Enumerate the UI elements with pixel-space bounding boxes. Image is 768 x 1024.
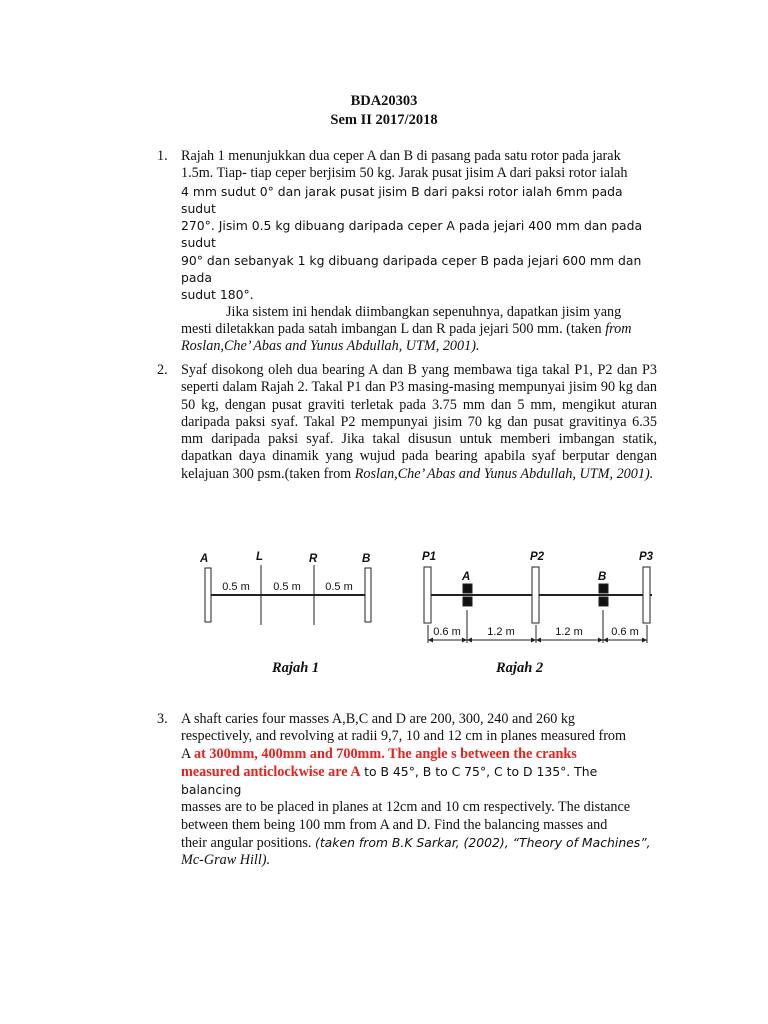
q3-reference: (taken from B.K Sarkar, (2002), “Theory of Machines”, bbox=[314, 835, 651, 851]
q3-line: between them being 100 mm from A and D. Find the balancing masses and bbox=[181, 816, 608, 833]
label-p1: P1 bbox=[422, 551, 437, 563]
q1-line: Jika sistem ini hendak diimbangkan sepenuhnya, dapatkan jisim yang bbox=[226, 303, 622, 320]
dim-label: 0.6 m bbox=[611, 626, 639, 638]
label-bearing-a: A bbox=[462, 571, 471, 583]
rajah-1-caption: Rajah 1 bbox=[272, 660, 320, 676]
q1-line: mesti diletakkan pada satah imbangan L dan R pada jejari 500 mm. (taken bbox=[181, 320, 602, 337]
q3-line-wrap bbox=[181, 834, 657, 852]
label-l: L bbox=[256, 551, 264, 563]
q3-reference-end: Mc-Graw Hill). bbox=[181, 852, 271, 869]
pulley-p2 bbox=[532, 567, 539, 623]
q1-line: 90° dan sebanyak 1 kg dibuang daripada ceper B pada jejari 600 mm dan pada bbox=[181, 252, 642, 286]
q3-highlight: at 300mm, 400mm and 700mm. The angle s between the cranks bbox=[194, 745, 577, 762]
q3-line: A bbox=[181, 745, 191, 762]
q1-line-wrap bbox=[181, 321, 657, 338]
question-3 bbox=[157, 711, 657, 870]
label-a: A bbox=[200, 553, 209, 565]
label-b: B bbox=[362, 553, 371, 565]
label-bearing-b: B bbox=[598, 571, 607, 583]
label-p2: P2 bbox=[530, 551, 545, 563]
q1-line: Rajah 1 menunjukkan dua ceper A dan B di pasang pada satu rotor pada jarak bbox=[181, 148, 621, 164]
bearing-a-top bbox=[463, 584, 472, 593]
q1-line: 1.5m. Tiap- tiap ceper berjisim 50 kg. Jarak pusat jisim A dari paksi rotor ialah bbox=[181, 165, 628, 182]
q3-line-wrap bbox=[181, 763, 657, 800]
question-1 bbox=[157, 148, 657, 356]
disc-a bbox=[205, 568, 211, 622]
pulley-p3 bbox=[643, 567, 650, 623]
dim-label: 0.5 m bbox=[222, 581, 250, 593]
dim-label: 0.5 m bbox=[325, 581, 353, 593]
question-number: 1. bbox=[157, 148, 168, 164]
q3-line: respectively, and revolving at radii 9,7, 10 and 12 cm in planes measured from bbox=[181, 728, 627, 745]
semester-title: Sem II 2017/2018 bbox=[330, 112, 438, 128]
rajah-1-diagram bbox=[205, 565, 371, 625]
q1-line: 4 mm sudut 0° dan jarak pusat jisim B dari paksi rotor ialah 6mm pada sudut bbox=[181, 183, 623, 216]
q3-highlight: measured anticlockwise are A bbox=[181, 763, 361, 780]
q1-reference: Roslan,Che’ Abas and Yunus Abdullah, UTM, 2001). bbox=[181, 338, 480, 355]
q2-text-block bbox=[181, 362, 657, 483]
question-2 bbox=[157, 362, 657, 483]
dim-label: 0.6 m bbox=[433, 626, 461, 638]
label-r: R bbox=[309, 553, 318, 565]
label-p3: P3 bbox=[639, 551, 654, 563]
bearing-a-bottom bbox=[463, 597, 472, 606]
q1-line: sudut 180°. bbox=[181, 287, 254, 303]
q3-angles: to B 45°, B to C 75°, C to D 135°. The balancing bbox=[181, 763, 598, 798]
q3-line-wrap bbox=[181, 746, 657, 763]
q1-ref-word: from bbox=[605, 320, 632, 337]
q3-line: A shaft caries four masses A,B,C and D are 200, 300, 240 and 260 kg bbox=[181, 711, 576, 727]
question-number: 2. bbox=[157, 362, 168, 378]
q2-reference: Roslan,Che’ Abas and Yunus Abdullah, UTM, 2001). bbox=[354, 465, 654, 482]
q2-text: Syaf disokong oleh dua bearing A dan B yang membawa tiga takal P1, P2 dan P3 seperti dalam Rajah 2. Takal P1 dan P3 masing-masing mempunyai jisim 90 kg dan 50 kg, dengan pusat graviti terletak pada 3.75 mm dan 5 mm, mengikut aturan daripada paksi syaf. Takal P2 mempunyai jisim 70 kg dan pusat gravitinya 6.35 mm daripada paksi syaf. Jika takal disusun untuk memberi imbangan statik, dapatkan daya dinamik yang wujud pada bearing apabila syaf berputar dengan kelajuan 300 psm.(taken from bbox=[181, 362, 657, 482]
figures bbox=[0, 540, 768, 690]
dim-label: 0.5 m bbox=[273, 581, 301, 593]
dim-label: 1.2 m bbox=[487, 626, 515, 638]
dim-label: 1.2 m bbox=[555, 626, 583, 638]
pulley-p1 bbox=[424, 567, 431, 623]
q1-line: 270°. Jisim 0.5 kg dibuang daripada ceper A pada jejari 400 mm dan pada sudut bbox=[181, 218, 643, 251]
bearing-b-bottom bbox=[599, 597, 608, 606]
q3-line: masses are to be placed in planes at 12cm and 10 cm respectively. The distance bbox=[181, 799, 631, 816]
disc-b bbox=[365, 568, 371, 622]
rajah-2-caption: Rajah 2 bbox=[496, 660, 544, 676]
q3-line: their angular positions. bbox=[181, 835, 312, 852]
course-code: BDA20303 bbox=[350, 93, 418, 109]
question-number: 3. bbox=[157, 711, 168, 727]
bearing-b-top bbox=[599, 584, 608, 593]
